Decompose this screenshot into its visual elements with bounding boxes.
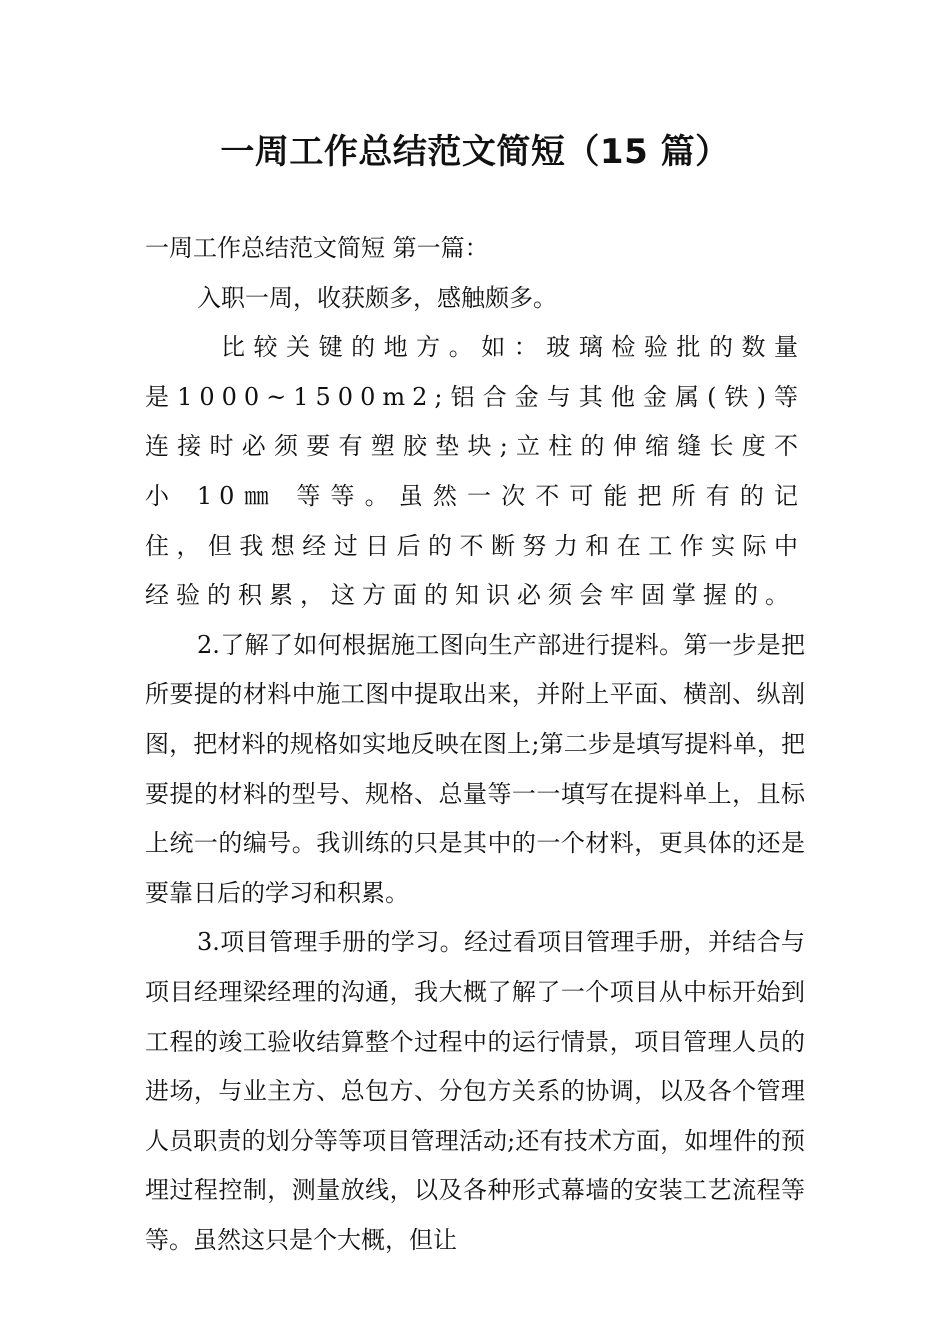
paragraph-1: 比较关键的地方。如：玻璃检验批的数量是1000~1500m2;铝合金与其他金属(铁)等连接时必须要有塑胶垫块;立柱的伸缩缝长度不小 10㎜ 等等。虽然一次不可能把所有的记住，但我想经过日后的不断努力和在工作实际中经验的积累，这方面的知识必须会牢固掌握的。	[145, 333, 805, 610]
paragraph-intro: 入职一周，收获颇多，感触颇多。	[197, 283, 557, 312]
paragraph-3: 3.项目管理手册的学习。经过看项目管理手册，并结合与项目经理梁经理的沟通，我大概了解了一个项目从中标开始到工程的竣工验收结算整个过程中的运行情景，项目管理人员的进场，与业主方、总包方、分包方关系的协调，以及各个管理人员职责的划分等等项目管理活动;还有技术方面，如埋件的预埋过程控制，测量放线，以及各种形式幕墙的安装工艺流程等等。虽然这只是个大概，但让	[145, 928, 805, 1254]
section-heading: 一周工作总结范文简短 第一篇：	[145, 234, 489, 262]
document-title: 一周工作总结范文简短（15 篇）	[220, 132, 730, 172]
paragraph-2: 2.了解了如何根据施工图向生产部进行提料。第一步是把所要提的材料中施工图中提取出来，并附上平面、横剖、纵剖图，把材料的规格如实地反映在图上;第二步是填写提料单，把要提的材料的型号、规格、总量等一一填写在提料单上，且标上统一的编号。我训练的只是其中的一个材料，更具体的还是要靠日后的学习和积累。	[145, 630, 805, 907]
document-body	[145, 224, 805, 1265]
